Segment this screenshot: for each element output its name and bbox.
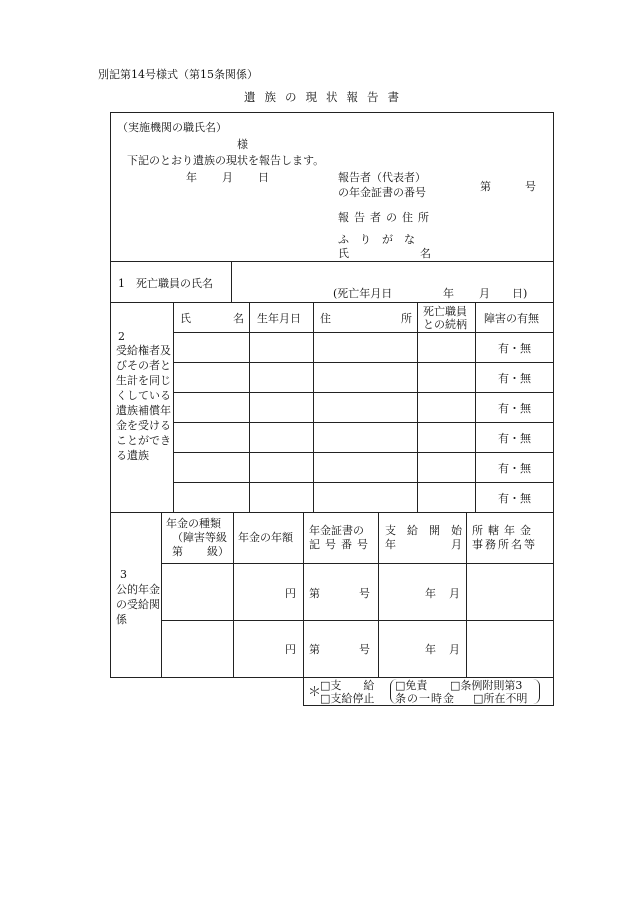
s3-row-2-dai: 第 xyxy=(309,643,320,656)
section1-label: 1 死亡職員の氏名 xyxy=(118,277,213,290)
s3-header-office-2: 事務所名等 xyxy=(472,538,537,551)
option-stop: □支給停止 xyxy=(320,692,375,705)
s2-header-name-2: 名 xyxy=(233,312,244,325)
s3-header-office-1: 所轄年金 xyxy=(472,524,536,537)
name-label-1: 氏 xyxy=(338,247,349,260)
s2-header-addr-2: 所 xyxy=(401,312,412,325)
s2-row-6-disability: 有・無 xyxy=(498,492,531,505)
s2-row-4-disability: 有・無 xyxy=(498,432,531,445)
option-appendix: □条例附則第3 xyxy=(450,679,523,692)
s3-header-kind-3b: 級） xyxy=(207,545,229,558)
pension-go: 号 xyxy=(525,180,536,193)
form-number: 別記第14号様式（第15条関係） xyxy=(98,68,258,81)
address-label: 報告者の住所 xyxy=(338,211,434,224)
death-month: 月 xyxy=(479,287,490,300)
asterisk-mark: ＊ xyxy=(308,685,322,700)
option-exempt: □免責 xyxy=(395,679,428,692)
report-day: 日 xyxy=(258,171,269,184)
s2-header-name-1: 氏 xyxy=(180,312,191,325)
document-title: 遺族の現状報告書 xyxy=(244,90,408,104)
s2-header-birth: 生年月日 xyxy=(257,312,301,325)
s3-header-kind-2: （障害等級 xyxy=(172,531,227,544)
s2-row-1-disability: 有・無 xyxy=(498,342,531,355)
option-pay: □支 給 xyxy=(320,679,375,692)
s3-header-start-1: 支給開始 xyxy=(385,524,473,537)
furigana-label: ふりがな xyxy=(338,233,426,246)
s2-header-relation-1: 死亡職員 xyxy=(423,305,467,318)
s3-row-2-month: 月 xyxy=(449,643,460,656)
s3-header-start-2a: 年 xyxy=(385,538,396,551)
section2-number: 2 xyxy=(118,330,125,343)
s3-row-1-dai: 第 xyxy=(309,587,320,600)
s2-row-3-disability: 有・無 xyxy=(498,402,531,415)
pension-label-2: の年金証書の番号 xyxy=(338,186,426,199)
s2-row-5-disability: 有・無 xyxy=(498,462,531,475)
death-date-label: (死亡年月日 xyxy=(333,287,393,300)
option-unknown: □所在不明 xyxy=(473,692,528,705)
option-lump: 条の一時金 xyxy=(395,692,455,705)
name-label-2: 名 xyxy=(420,247,431,260)
s3-header-cert-1: 年金証書の xyxy=(309,524,364,537)
s2-header-relation-2: との続柄 xyxy=(423,318,467,331)
intro-text: 下記のとおり遺族の現状を報告します。 xyxy=(127,154,325,167)
s3-row-2-yen: 円 xyxy=(285,643,296,656)
s3-row-2-go: 号 xyxy=(359,643,370,656)
report-year: 年 xyxy=(186,171,197,184)
section3-number: 3 xyxy=(120,568,127,581)
death-year: 年 xyxy=(443,287,454,300)
s3-header-kind-3a: 第 xyxy=(172,545,183,558)
s3-row-2-year: 年 xyxy=(425,643,436,656)
s2-row-2-disability: 有・無 xyxy=(498,372,531,385)
section3-label: 公的年金の受給関係 xyxy=(116,583,160,626)
pension-label-1: 報告者（代表者） xyxy=(338,171,426,184)
s3-row-1-go: 号 xyxy=(359,587,370,600)
death-day: 日) xyxy=(512,287,528,300)
section2-label: 受給権者及びその者と生計を同じくしている遺族補償年金を受けることができる遺族 xyxy=(116,344,171,462)
s3-header-kind-1: 年金の種類 xyxy=(166,517,221,530)
s3-header-amount: 年金の年額 xyxy=(238,531,293,544)
s3-header-cert-2: 記号番号 xyxy=(309,538,373,551)
pension-dai: 第 xyxy=(480,180,491,193)
s2-header-addr-1: 住 xyxy=(320,312,331,325)
sama-label: 様 xyxy=(237,138,248,151)
s3-row-1-yen: 円 xyxy=(285,587,296,600)
s3-header-start-2b: 月 xyxy=(451,538,462,551)
agency-label: （実施機関の職氏名） xyxy=(117,121,227,134)
s2-header-disability: 障害の有無 xyxy=(484,312,539,325)
s3-row-1-month: 月 xyxy=(449,587,460,600)
s3-row-1-year: 年 xyxy=(425,587,436,600)
report-month: 月 xyxy=(222,171,233,184)
